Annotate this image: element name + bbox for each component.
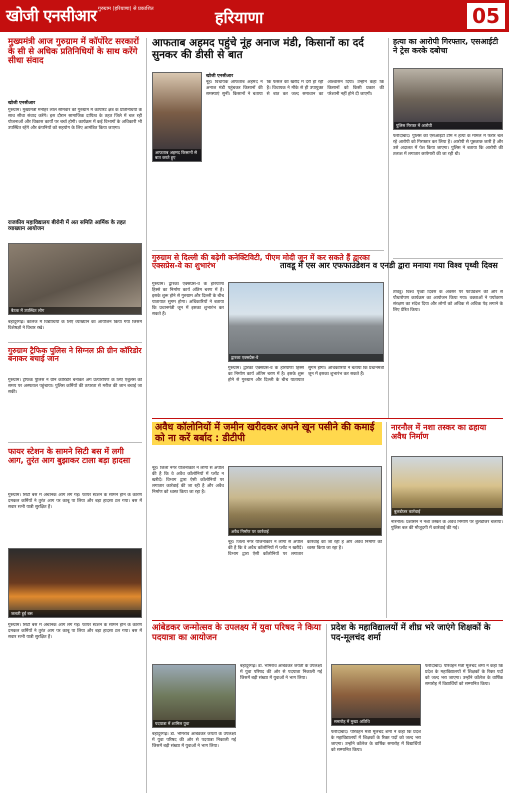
- column-divider: [326, 624, 327, 793]
- photo-fire: [8, 548, 142, 618]
- body-expressway-continued: गुरुग्राम। द्वारका एक्सप्रेस-वे के हरियाणा हिस्से का निर्माण कार्य अंतिम चरण में है। इसके शुरू होने से गुरुग्राम और दिल्ली के बीच यातायात सुगम होगा। अधिकारियों ने बताया कि प्रधानमंत्री जून में इसका शुभारंभ कर सकते हैं।: [228, 366, 384, 383]
- photo-aftab: [152, 72, 202, 162]
- body-police: गुरुग्राम। ट्रैफिक पुलिस ने ग्रीन कॉरिडोर बनाकर अंग प्रत्यारोपण के लिए एंबुलेंस को समय पर अस्पताल पहुंचाया। पुलिस कर्मियों की तत्परता से मरीज की जान बचाई जा सकी।: [8, 378, 142, 395]
- photo-caption-rally: पदयात्रा में शामिल युवा: [153, 720, 235, 727]
- headline-illegal-colonies: अवैध कॉलोनियों में जमीन खरीदकर अपने खून पसीने की कमाई को ना करें बर्बाद : डीटीपी: [152, 422, 382, 445]
- headline-expressway: गुरुग्राम से दिल्ली की बढ़ेगी कनेक्टिविटी, पीएम मोदी जून में कर सकते हैं द्वारका एक्सप्रेस-वे का शुभारंभ: [152, 253, 370, 271]
- photo-expressway: [228, 282, 384, 362]
- edition-info: गुरुग्राम (हरियाणा) से प्रकाशित: [98, 6, 154, 12]
- body-expressway: गुरुग्राम। द्वारका एक्सप्रेस-वे के हरियाणा हिस्से का निर्माण कार्य अंतिम चरण में है। इसके शुरू होने से गुरुग्राम और दिल्ली के बीच यातायात सुगम होगा। अधिकारियों ने बताया कि प्रधानमंत्री जून में इसका शुभारंभ कर सकते हैं।: [152, 282, 224, 317]
- body-ambedkar: बहादुरगढ़। डॉ. भीमराव आंबेडकर जयंती के उपलक्ष्य में युवा परिषद की ओर से पदयात्रा निकाली गई जिसमें बड़ी संख्या में युवाओं ने भाग लिया।: [240, 664, 322, 681]
- photo-caption-narnaul: बुलडोजर कार्रवाई: [392, 508, 502, 515]
- photo-colonies: [228, 466, 382, 536]
- photo-narnaul: [391, 456, 503, 516]
- body-murder: फरीदाबाद। पुलिस की एसआईटी टीम ने हत्या के मामले में फरार चल रहे आरोपी को गिरफ्तार कर लिया है। आरोपी से पूछताछ जारी है और उसे अदालत में पेश किया जाएगा। पुलिस ने बताया कि आरोपी की तलाश में लगातार छापेमारी की जा रही थी।: [393, 134, 503, 157]
- photo-caption-meeting: बैठक में उपस्थित लोग: [9, 307, 141, 314]
- body-narnaul: नारनौल। प्रशासन ने नशा तस्कर के अवैध निर्माण पर बुलडोजर चलाया। पुलिस बल की मौजूदगी में कार्रवाई की गई।: [391, 520, 503, 531]
- divider: [393, 258, 503, 259]
- photo-caption-murder: पुलिस गिरफ्त में आरोपी: [394, 122, 502, 129]
- photo-caption-fire: जलती हुई बस: [9, 610, 141, 617]
- body-cm-meeting: गुरुग्राम। मुख्यमंत्री मनोहर लाल सोमवार को गुरुग्राम में कॉर्पोरेट क्षेत्र के प्रतिनिधियों के साथ सीधा संवाद करेंगे। इस दौरान सामाजिक दायित्व के तहत जिले में चल रही योजनाओं और विकास कार्यों पर चर्चा होगी। कार्यक्रम में कई विभागों के अधिकारी भी उपस्थित रहेंगे और कंपनियों को सहयोग के लिए आमंत्रित किया जाएगा।: [8, 108, 142, 131]
- column-divider: [388, 38, 389, 418]
- divider: [8, 342, 142, 343]
- photo-caption-aftab: आफताब अहमद किसानों से बात करते हुए: [153, 149, 201, 161]
- divider: [8, 442, 142, 443]
- headline-ambedkar: आंबेडकर जन्मोत्सव के उपलक्ष्य में युवा परिषद ने किया पदयात्रा का आयोजन: [152, 623, 321, 643]
- byline-aftab: खोजी एनसीआर: [206, 74, 234, 79]
- page-number: 05: [467, 3, 505, 29]
- headline-narnaul: नारनौल में नशा तस्कर का ढहाया अवैध निर्माण: [391, 423, 487, 441]
- headline-earth-day: तावडू में एस आर एफफाउंडेशन व एनडी द्वारा मनाया गया विश्व पृथ्वी दिवस: [280, 261, 498, 270]
- section-divider: [152, 418, 503, 419]
- column-divider: [146, 38, 147, 793]
- section-title: हरियाणा: [215, 8, 264, 27]
- photo-caption-expressway: द्वारका एक्सप्रेस-वे: [229, 354, 383, 361]
- headline-murder: हत्या का आरोपी गिरफ्तार, एसआईटी ने ट्रेस करके दबोचा: [393, 37, 499, 55]
- photo-college: [331, 664, 421, 726]
- photo-caption-college: समारोह में मुख्य अतिथि: [332, 718, 420, 725]
- body-lecture: बहादुरगढ़। कॉलेज में विद्यार्थियों के लिए व्याख्यान का आयोजन किया गया जिसमें विशेषज्ञों ने विचार रखे।: [8, 320, 142, 331]
- column-divider: [386, 422, 387, 618]
- divider: [152, 250, 384, 251]
- body-teachers: फरीदाबाद। परिवहन मंत्री मूलचंद शर्मा ने कहा कि प्रदेश के महाविद्यालयों में शिक्षकों के रिक्त पदों को जल्द भरा जाएगा। उन्होंने कॉलेज के वार्षिक समारोह में विद्यार्थियों को सम्मानित किया।: [425, 664, 503, 687]
- headline-police: गुरुग्राम ट्रैफिक पुलिस ने सिग्नल फ्री ग्रीन कॉरिडोर बनाकर बचाई जान: [8, 346, 142, 364]
- masthead: [0, 0, 509, 32]
- body-aftab: नूंह। विधायक आफताब अहमद ने अनाज मंडी पहुंचकर किसानों की समस्याएं सुनीं। किसानों ने बताया कि फसल की खरीद में देरी हो रही है। विधायक ने मौके से ही उपायुक्त से बात कर जल्द समाधान का आश्वासन दिया। उन्होंने कहा कि किसानों को किसी प्रकार की परेशानी नहीं होने दी जाएगी।: [206, 80, 384, 97]
- photo-meeting: [8, 243, 142, 315]
- body-illegal-colonies-continued: नूंह। जिला नगर योजनाकार ने लोगों से अपील की है कि वे अवैध कॉलोनियों में प्लॉट न खरीदें। विभाग द्वारा ऐसी कॉलोनियों पर लगातार कार्रवाई की जा रही है और अवैध निर्माण को ध्वस्त किया जा रहा है।: [228, 540, 382, 557]
- section-divider: [152, 620, 503, 621]
- photo-murder: [393, 68, 503, 130]
- headline-cm-meeting: मुख्यमंत्री आज गुरुग्राम में कॉर्पोरेट सरकारों के सी से अधिक प्रतिनिधियों के साथ करेंगे सीधा संवाद: [8, 37, 139, 67]
- body-earth-day: तावडू। विश्व पृथ्वी दिवस के अवसर पर फाउंडेशन की ओर से पौधारोपण कार्यक्रम का आयोजन किया गया। वक्ताओं ने पर्यावरण संरक्षण का संदेश दिया और लोगों को अधिक से अधिक पेड़ लगाने के लिए प्रेरित किया।: [393, 290, 503, 313]
- newspaper-logo: खोजी एनसीआर: [6, 6, 97, 25]
- photo-rally: [152, 664, 236, 728]
- headline-teachers: प्रदेश के महाविद्यालयों में शीघ्र भरे जाएंगे शिक्षकों के पद-मूलचंद शर्मा: [331, 623, 491, 643]
- body-fire-continued: गुरुग्राम। सिटी बस में अचानक आग लग गई। फायर स्टेशन के सामने होने के कारण दमकल कर्मियों ने तुरंत आग पर काबू पा लिया और बड़ा हादसा टल गया। बस में सवार सभी यात्री सुरक्षित हैं।: [8, 623, 142, 640]
- body-teachers-continued: फरीदाबाद। परिवहन मंत्री मूलचंद शर्मा ने कहा कि प्रदेश के महाविद्यालयों में शिक्षकों के रिक्त पदों को जल्द भरा जाएगा। उन्होंने कॉलेज के वार्षिक समारोह में विद्यार्थियों को सम्मानित किया।: [331, 730, 421, 753]
- headline-lecture: राजकीय महाविद्यालय बीरोनी में अत समिति आर्मिक के तहत व्याख्यान आयोजन: [8, 220, 126, 233]
- body-ambedkar-continued: बहादुरगढ़। डॉ. भीमराव आंबेडकर जयंती के उपलक्ष्य में युवा परिषद की ओर से पदयात्रा निकाली गई जिसमें बड़ी संख्या में युवाओं ने भाग लिया।: [152, 732, 236, 749]
- body-illegal-colonies: नूंह। जिला नगर योजनाकार ने लोगों से अपील की है कि वे अवैध कॉलोनियों में प्लॉट न खरीदें। विभाग द्वारा ऐसी कॉलोनियों पर लगातार कार्रवाई की जा रही है और अवैध निर्माण को ध्वस्त किया जा रहा है।: [152, 466, 224, 495]
- body-fire: गुरुग्राम। सिटी बस में अचानक आग लग गई। फायर स्टेशन के सामने होने के कारण दमकल कर्मियों ने तुरंत आग पर काबू पा लिया और बड़ा हादसा टल गया। बस में सवार सभी यात्री सुरक्षित हैं।: [8, 493, 142, 510]
- photo-caption-colonies: अवैध निर्माण पर कार्रवाई: [229, 528, 381, 535]
- byline-cm-meeting: खोजी एनसीआर: [8, 101, 36, 106]
- headline-fire: फायर स्टेशन के सामने सिटी बस में लगी आग, तुरंत आग बुझाकर टाला बड़ा हादसा: [8, 447, 131, 465]
- headline-aftab: आफताब अहमद पहुंचे नूंह अनाज मंडी, किसानों का दर्द सुनकर की डीसी से बात: [152, 37, 364, 61]
